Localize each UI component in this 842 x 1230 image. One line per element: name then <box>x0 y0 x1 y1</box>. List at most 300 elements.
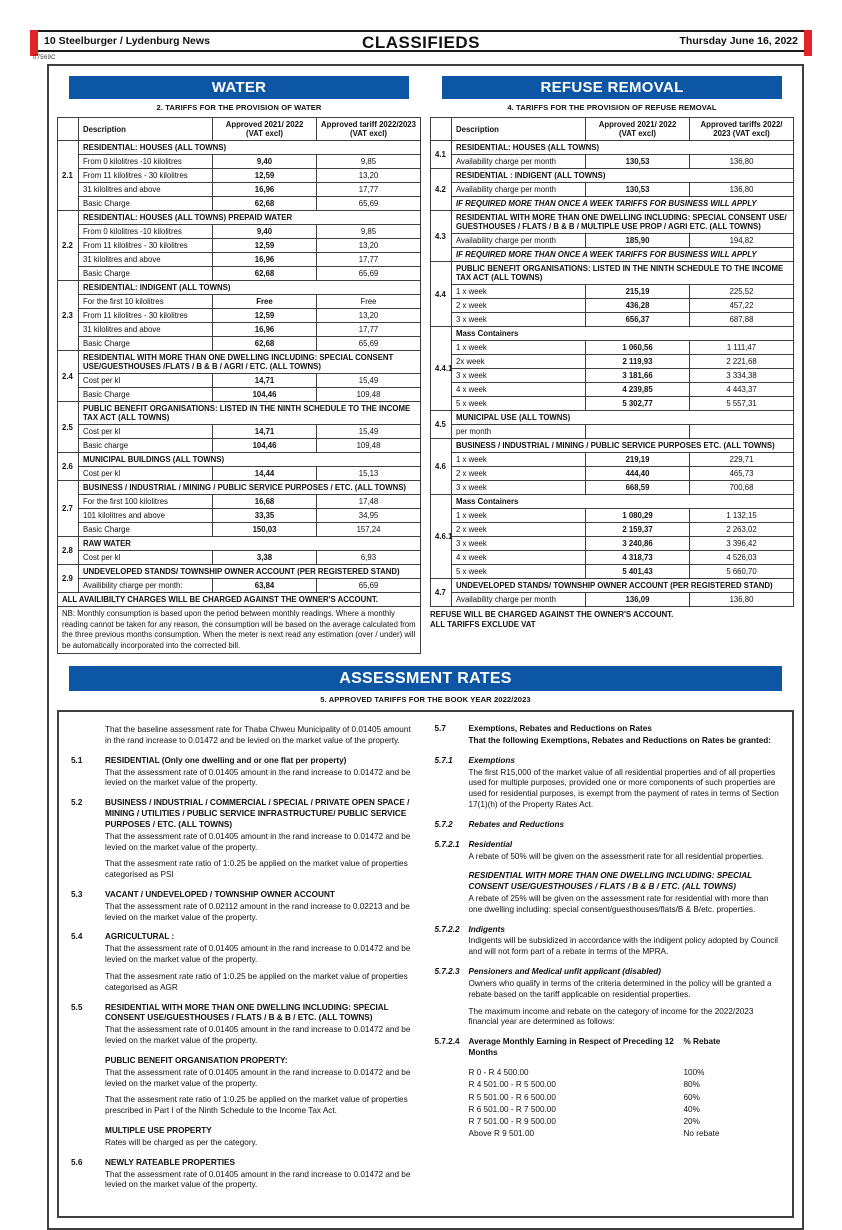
value-2021-cell: 16,96 <box>213 253 317 267</box>
value-2022-cell: 9,85 <box>317 155 421 169</box>
paragraph-body <box>105 1126 419 1149</box>
paragraph-body <box>105 932 419 993</box>
value-2021-cell: 1 060,56 <box>586 341 690 355</box>
table-header-row <box>431 118 794 141</box>
note-row <box>58 593 421 607</box>
section-number: 2.4 <box>58 351 79 402</box>
masthead <box>30 30 812 52</box>
table-row <box>431 551 794 565</box>
table-row <box>58 183 421 197</box>
description-cell: 2 x week <box>452 467 586 481</box>
assessment-subtitle: 5. APPROVED TARIFFS FOR THE BOOK YEAR 2022/2023 <box>320 695 531 705</box>
paragraph-item <box>71 890 419 923</box>
value-2021-cell: 9,40 <box>213 155 317 169</box>
section-title-cell: MUNICIPAL USE (ALL TOWNS) <box>452 411 794 425</box>
full-width-note-cell: NB: Monthly consumption is based upon the period between monthly readings. Where a monthly reading cannot be taken for any reason, the consumption will be based on the average calculated from the three previous months consumption. When the meter is next read any estimation (over / under) will be automatically incorporated into the corrected bill. <box>58 607 421 654</box>
section-title-cell: PUBLIC BENEFIT ORGANISATIONS: LISTED IN THE NINTH SCHEDULE TO THE INCOME TAX ACT (ALL TOWNS) <box>79 402 421 425</box>
table-row <box>431 565 794 579</box>
paragraph-text <box>469 736 783 747</box>
value-2021-cell: 668,59 <box>586 481 690 495</box>
table-row <box>58 579 421 593</box>
table-row <box>58 225 421 239</box>
value-2022-cell: 2 263,02 <box>690 523 794 537</box>
column-header: Approved 2021/ 2022 (VAT excl) <box>586 118 690 141</box>
paragraph-item <box>435 724 783 747</box>
table-row <box>431 467 794 481</box>
table-row <box>431 285 794 299</box>
value-2021-cell: 4 239,85 <box>586 383 690 397</box>
rebate-row <box>469 1128 783 1140</box>
section-row <box>431 579 794 593</box>
table-row <box>58 197 421 211</box>
rebate-row <box>469 1116 783 1128</box>
issue-date: Thursday June 16, 2022 <box>679 35 798 47</box>
description-cell: 31 kilolitres and above <box>79 183 213 197</box>
paragraph-heading: RESIDENTIAL WITH MORE THAN ONE DWELLING INCLUDING: SPECIAL CONSENT USE/GUESTHOUSES / FLATS / B & B / ETC. (ALL TOWNS) <box>468 871 753 892</box>
value-2021-cell: 3 181,66 <box>586 369 690 383</box>
table-row <box>58 253 421 267</box>
paragraph-item <box>71 1158 419 1191</box>
paragraph-body <box>469 840 783 863</box>
value-2022-cell: 17,48 <box>317 495 421 509</box>
value-2022-cell: 109,48 <box>317 388 421 402</box>
column-header: Description <box>452 118 586 141</box>
value-2022-cell: 1 132,15 <box>690 509 794 523</box>
value-2021-cell: 436,28 <box>586 299 690 313</box>
section-title-cell: RESIDENTIAL: HOUSES (ALL TOWNS) <box>452 141 794 155</box>
value-2022-cell: 3 396,42 <box>690 537 794 551</box>
table-row <box>431 183 794 197</box>
refuse-footnotes <box>430 610 794 630</box>
value-2022-cell: 15,49 <box>317 374 421 388</box>
value-2022-cell: 2 221,68 <box>690 355 794 369</box>
table-row <box>58 495 421 509</box>
value-2022-cell: 465,73 <box>690 467 794 481</box>
text-line: That the baseline assessment rate for Thaba Chweu Municipality of 0.01405 amount in the rand increase to 0.01472 and be levied on the market value of the property. <box>105 725 411 745</box>
table-row <box>431 341 794 355</box>
value-2022-cell: 229,71 <box>690 453 794 467</box>
value-2021-cell: 12,59 <box>213 239 317 253</box>
note-row <box>431 197 794 211</box>
corner-cell <box>58 118 79 141</box>
description-cell: For the first 10 kilolitres <box>79 295 213 309</box>
value-2022-cell: 13,20 <box>317 169 421 183</box>
paragraph-number: 5.7.1 <box>434 755 453 765</box>
paragraph-item <box>71 1003 419 1047</box>
paragraph-heading: Residential <box>468 839 513 849</box>
ad-code: 07569C <box>33 55 56 61</box>
description-cell: Cost per kl <box>79 374 213 388</box>
paragraph-item <box>435 871 783 915</box>
value-2022-cell: 9,85 <box>317 225 421 239</box>
paragraph-heading: Rebates and Reductions <box>468 819 565 829</box>
value-2022-cell: 1 111,47 <box>690 341 794 355</box>
section-row <box>58 211 421 225</box>
section-number: 2.2 <box>58 211 79 281</box>
text-line: That the following Exemptions, Rebates and Reductions on Rates be granted: <box>468 735 772 745</box>
value-2022-cell: 13,20 <box>317 239 421 253</box>
earning-range: Above R 9 501.00 <box>468 1129 535 1139</box>
column-header: Approved tariff 2022/2023 (VAT excl) <box>317 118 421 141</box>
value-2021-cell: 185,90 <box>586 234 690 248</box>
section-title-cell: Mass Containers <box>452 495 794 509</box>
value-2021-cell: 1 080,29 <box>586 509 690 523</box>
paragraph-heading: Exemptions, Rebates and Reductions on Rates <box>468 724 652 734</box>
paragraph-text <box>105 1025 419 1047</box>
value-2022-cell: 17,77 <box>317 323 421 337</box>
italic-note-cell: IF REQUIRED MORE THAN ONCE A WEEK TARIFFS FOR BUSINESS WILL APPLY <box>452 248 794 262</box>
description-cell: Basic Charge <box>79 197 213 211</box>
table-row <box>58 155 421 169</box>
description-cell: Basic Charge <box>79 267 213 281</box>
paragraph-body <box>469 756 783 811</box>
section-row <box>58 537 421 551</box>
paragraph-text <box>469 936 783 958</box>
paragraph-item <box>435 925 783 958</box>
section-number: 2.3 <box>58 281 79 351</box>
table-row <box>431 234 794 248</box>
rebate-header: % Rebate <box>683 1037 721 1047</box>
table-row <box>431 481 794 495</box>
section-title-cell: Mass Containers <box>452 327 794 341</box>
paper-name: 10 Steelburger / Lydenburg News <box>44 35 210 47</box>
paragraph-body <box>105 798 419 881</box>
table-row <box>58 551 421 565</box>
value-2022-cell: 136,80 <box>690 155 794 169</box>
rebate-percent: 60% <box>683 1092 700 1102</box>
water-subtitle: 2. TARIFFS FOR THE PROVISION OF WATER <box>156 103 322 112</box>
value-2022-cell: 4 443,37 <box>690 383 794 397</box>
section-number: 4.7 <box>431 579 452 607</box>
paragraph-number: 5.3 <box>71 890 83 899</box>
paragraph-body <box>105 724 419 747</box>
table-row <box>58 169 421 183</box>
section-number: 2.7 <box>58 481 79 537</box>
value-2022-cell: 457,22 <box>690 299 794 313</box>
rebate-row <box>469 1104 783 1116</box>
table-row <box>58 309 421 323</box>
note-row <box>58 607 421 654</box>
value-2021-cell: 5 302,77 <box>586 397 690 411</box>
rebate-percent: 20% <box>683 1117 700 1127</box>
paragraph-text <box>105 1068 419 1117</box>
description-cell: 3 x week <box>452 537 586 551</box>
value-2021-cell: 104,46 <box>213 439 317 453</box>
value-2021-cell: 130,53 <box>586 183 690 197</box>
corner-cell <box>431 118 452 141</box>
paragraph-body <box>105 890 419 923</box>
section-number: 2.6 <box>58 453 79 481</box>
section-row <box>431 262 794 285</box>
paragraph-body <box>469 967 783 1028</box>
value-2022-cell: 65,69 <box>317 337 421 351</box>
column-header: Approved tariffs 2022/ 2023 (VAT excl) <box>690 118 794 141</box>
water-column <box>57 76 421 654</box>
section-title-cell: RESIDENTIAL: HOUSES (ALL TOWNS) PREPAID WATER <box>79 211 421 225</box>
value-2021-cell: 9,40 <box>213 225 317 239</box>
paragraph-heading: VACANT / UNDEVELOPED / TOWNSHIP OWNER ACCOUNT <box>105 890 335 899</box>
table-row <box>58 374 421 388</box>
refuse-footnote-2: ALL TARIFFS EXCLUDE VAT <box>430 620 536 630</box>
value-2021-cell: 219,19 <box>586 453 690 467</box>
description-cell: From 0 kilolitres -10 kilolitres <box>79 155 213 169</box>
description-cell: 4 x week <box>452 551 586 565</box>
value-2022-cell: 194,82 <box>690 234 794 248</box>
refuse-footnote-1: REFUSE WILL BE CHARGED AGAINST THE OWNER'S ACCOUNT. <box>430 610 674 619</box>
value-2022-cell: 6,93 <box>317 551 421 565</box>
section-number: 4.6.1 <box>431 495 452 579</box>
description-cell: 3 x week <box>452 369 586 383</box>
table-row <box>431 425 794 439</box>
paragraph-item <box>435 756 783 811</box>
description-cell: Basic Charge <box>79 388 213 402</box>
section-title-cell: RAW WATER <box>79 537 421 551</box>
value-2021-cell: 12,59 <box>213 309 317 323</box>
paragraph-number: 5.7.2.2 <box>434 924 460 934</box>
earning-range: R 7 501.00 - R 9 500.00 <box>468 1117 556 1127</box>
section-number: 2.1 <box>58 141 79 211</box>
paragraph-text <box>105 725 419 747</box>
value-2022-cell: 136,80 <box>690 183 794 197</box>
text-line: That the assessment rate of 0.01405 amount in the rand increase to 0.01472 and be levied on the market value of the property. <box>105 944 411 965</box>
paragraph-heading: Pensioners and Medical unfit applicant (disabled) <box>468 967 661 977</box>
section-row <box>58 351 421 374</box>
description-cell: Cost per kl <box>79 551 213 565</box>
section-row <box>431 169 794 183</box>
description-cell: 1 x week <box>452 509 586 523</box>
paragraph-heading: MULTIPLE USE PROPERTY <box>105 1126 212 1136</box>
value-2022-cell: 5 660,70 <box>690 565 794 579</box>
description-cell: Cost per kl <box>79 467 213 481</box>
value-2022-cell <box>690 425 794 439</box>
assessment-banner: ASSESSMENT RATES <box>69 666 782 691</box>
paragraph-text <box>105 944 419 993</box>
paragraph-heading: RESIDENTIAL (Only one dwelling and or one flat per property) <box>105 755 347 765</box>
description-cell: For the first 100 kilolitres <box>79 495 213 509</box>
table-row <box>431 299 794 313</box>
description-cell: Basic charge <box>79 439 213 453</box>
description-cell: 3 x week <box>452 313 586 327</box>
paragraph-item <box>435 1037 783 1140</box>
table-row <box>58 439 421 453</box>
section-title-cell: RESIDENTIAL: HOUSES (ALL TOWNS) <box>79 141 421 155</box>
paragraph-text <box>469 768 783 811</box>
column-header: Approved 2021/ 2022 (VAT excl) <box>213 118 317 141</box>
description-cell: From 11 kilolitres - 30 kilolitres <box>79 309 213 323</box>
earning-range: R 6 501.00 - R 7 500.00 <box>468 1104 556 1114</box>
rebate-row <box>469 1092 783 1104</box>
paragraph-number <box>71 1056 105 1117</box>
paragraph-text <box>105 768 419 790</box>
paragraph-heading: Exemptions <box>468 755 515 765</box>
text-line: That the assessment rate of 0.01405 amount in the rand increase to 0.01472 and be levied on the market value of the property. <box>105 1067 411 1088</box>
text-line: Indigents will be subsidized in accordance with the indigent policy adopted by Council and will not form part of a rebate in terms of the MPRA. <box>468 936 778 957</box>
text-line: That the assesment rate ratio of 1:0.25 be applied on the market value of properties categorised as PSI <box>105 859 408 880</box>
paragraph-body <box>105 1056 419 1117</box>
section-row <box>58 141 421 155</box>
description-cell: From 11 kilolitres - 30 kilolitres <box>79 239 213 253</box>
paragraph-number: 5.7.2.4 <box>434 1037 460 1047</box>
text-line: That the assessment rate of 0.01405 amount in the rand increase to 0.01472 and be levied on the market value of the property. <box>105 1025 411 1046</box>
value-2021-cell: 14,71 <box>213 425 317 439</box>
table-row <box>431 537 794 551</box>
value-2021-cell: 62,68 <box>213 267 317 281</box>
paragraph-heading: BUSINESS / INDUSTRIAL / COMMERCIAL / SPECIAL / PRIVATE OPEN SPACE / MINING / UTILITIES / PUBLIC SERVICE INFRASTRUCTURE/ PUBLIC SERVICE PURPOSES / ETC. (ALL TOWNS) <box>105 798 410 829</box>
table-row <box>431 383 794 397</box>
section-title-cell: RESIDENTIAL : INDIGENT (ALL TOWNS) <box>452 169 794 183</box>
text-line: That the assessment rate of 0.01405 amount in the rand increase to 0.01472 and be levied on the market value of the property. <box>105 831 411 852</box>
description-cell: 5 x week <box>452 397 586 411</box>
section-row <box>58 453 421 467</box>
value-2022-cell: 700,68 <box>690 481 794 495</box>
value-2021-cell: 3 240,86 <box>586 537 690 551</box>
rebate-percent: 40% <box>683 1104 700 1114</box>
assessment-left-column <box>71 724 419 1200</box>
paragraph-text <box>469 852 783 863</box>
table-row <box>431 355 794 369</box>
description-cell: 101 kilolitres and above <box>79 509 213 523</box>
earning-range: R 0 - R 4 500.00 <box>468 1067 529 1077</box>
description-cell: Availability charge per month <box>452 234 586 248</box>
paragraph-heading: NEWLY RATEABLE PROPERTIES <box>105 1157 235 1167</box>
value-2022-cell: 109,48 <box>317 439 421 453</box>
value-2022-cell: 687,88 <box>690 313 794 327</box>
value-2022-cell: 5 557,31 <box>690 397 794 411</box>
rebate-row <box>469 1079 783 1091</box>
assessment-right-column <box>435 724 783 1200</box>
table-row <box>58 388 421 402</box>
paragraph-heading: Indigents <box>468 924 505 934</box>
rebate-percent: No rebate <box>683 1129 720 1139</box>
earning-range: R 5 501.00 - R 6 500.00 <box>468 1092 556 1102</box>
value-2021-cell: 104,46 <box>213 388 317 402</box>
section-number: 4.4.1 <box>431 327 452 411</box>
paragraph-number: 5.7.2.1 <box>434 839 460 849</box>
paragraph-text <box>105 902 419 924</box>
value-2021-cell: 2 159,37 <box>586 523 690 537</box>
paragraph-body <box>105 756 419 789</box>
value-2022-cell: 157,24 <box>317 523 421 537</box>
section-title-cell: BUSINESS / INDUSTRIAL / MINING / PUBLIC SERVICE PURPOSES ETC. (ALL TOWNS) <box>452 439 794 453</box>
value-2021-cell: 656,37 <box>586 313 690 327</box>
value-2022-cell: 13,20 <box>317 309 421 323</box>
section-number: 4.4 <box>431 262 452 327</box>
text-line: That the assessment rate of 0.01405 amount in the rand increase to 0.01472 and be levied on the market value of the property. <box>105 1169 411 1190</box>
section-title-cell: RESIDENTIAL WITH MORE THAN ONE DWELLING INCLUDING: SPECIAL CONSENT USE/GUESTHOUSES /FLATS / B & B / AGRI / ETC. (ALL TOWNS) <box>79 351 421 374</box>
paragraph-number: 5.7.2.3 <box>434 967 460 977</box>
value-2021-cell: 3,38 <box>213 551 317 565</box>
earning-header: Average Monthly Earning in Respect of Preceding 12 Months <box>468 1037 674 1058</box>
description-cell: 1 x week <box>452 453 586 467</box>
paragraph-item <box>71 1126 419 1149</box>
paragraph-text <box>469 894 783 916</box>
value-2021-cell: 5 401,43 <box>586 565 690 579</box>
paragraph-number: 5.7 <box>434 724 446 734</box>
section-title-cell: RESIDENTIAL: INDIGENT (ALL TOWNS) <box>79 281 421 295</box>
table-header-row <box>58 118 421 141</box>
content-box <box>47 64 804 1230</box>
section-number: 2.5 <box>58 402 79 453</box>
description-cell: 4 x week <box>452 383 586 397</box>
paragraph-heading: AGRICULTURAL : <box>105 932 175 942</box>
text-line: That the assesment rate ratio of 1:0.25 be applied on the market value of properties categorised as AGR <box>105 971 408 992</box>
page-title: CLASSIFIEDS <box>362 33 480 52</box>
text-line: The maximum income and rebate on the category of income for the 2022/2023 financial year are determined as follows: <box>468 1006 754 1027</box>
assessment-section <box>57 666 794 1218</box>
paragraph-number <box>71 724 105 747</box>
water-banner: WATER <box>69 76 409 99</box>
section-row <box>58 402 421 425</box>
section-number: 2.8 <box>58 537 79 565</box>
rebate-table-header <box>469 1037 783 1059</box>
table-row <box>431 523 794 537</box>
table-row <box>58 337 421 351</box>
table-row <box>431 369 794 383</box>
section-row <box>431 141 794 155</box>
paragraph-heading: PUBLIC BENEFIT ORGANISATION PROPERTY: <box>105 1055 288 1065</box>
description-cell: 2 x week <box>452 299 586 313</box>
value-2021-cell: 14,71 <box>213 374 317 388</box>
value-2021-cell: 62,68 <box>213 337 317 351</box>
description-cell: Availibility charge per month: <box>79 579 213 593</box>
paragraph-number: 5.7.2 <box>434 819 453 829</box>
paragraph-body <box>469 871 783 915</box>
value-2021-cell: 215,19 <box>586 285 690 299</box>
section-number: 4.2 <box>431 169 452 211</box>
value-2022-cell: 65,69 <box>317 197 421 211</box>
note-row <box>431 248 794 262</box>
section-row <box>431 411 794 425</box>
paragraph-item <box>71 932 419 993</box>
description-cell: From 11 kilolitres - 30 kilolitres <box>79 169 213 183</box>
table-row <box>58 467 421 481</box>
paragraph-item <box>71 1056 419 1117</box>
value-2021-cell: 2 119,93 <box>586 355 690 369</box>
description-cell: Cost per kl <box>79 425 213 439</box>
paragraph-text <box>469 979 783 1028</box>
paragraph-body <box>105 1003 419 1047</box>
description-cell: 1 x week <box>452 341 586 355</box>
value-2022-cell: 65,69 <box>317 267 421 281</box>
text-line: That the assesment rate ratio of 1:0.25 be applied on the market value of properties prescribed in Part I of the Ninth Schedule to the Income Tax Act. <box>105 1095 408 1116</box>
paragraph-number: 5.5 <box>71 1002 83 1012</box>
paragraph-number <box>71 1126 105 1149</box>
table-row <box>58 239 421 253</box>
value-2022-cell: Free <box>317 295 421 309</box>
value-2021-cell: 62,68 <box>213 197 317 211</box>
paragraph-item <box>71 798 419 881</box>
refuse-tariff-table <box>430 117 794 607</box>
paragraph-body <box>469 925 783 958</box>
section-title-cell: MUNICIPAL BUILDINGS (ALL TOWNS) <box>79 453 421 467</box>
text-line: A rebate of 25% will be given on the assessment rate for residential with more than one dwelling including: special consent/guesthouses/flats/B & B/etc. properties. <box>468 894 769 914</box>
paragraph-number: 5.1 <box>71 755 83 765</box>
section-row <box>58 281 421 295</box>
water-tariff-table <box>57 117 421 654</box>
value-2022-cell: 225,52 <box>690 285 794 299</box>
value-2021-cell: 16,68 <box>213 495 317 509</box>
value-2021-cell <box>586 425 690 439</box>
rebate-row <box>469 1067 783 1079</box>
paragraph-body <box>105 1158 419 1191</box>
description-cell: per month <box>452 425 586 439</box>
table-row <box>431 397 794 411</box>
paragraph-text <box>105 1138 419 1149</box>
paragraph-text <box>105 832 419 881</box>
paragraph-item <box>71 724 419 747</box>
description-cell: 31 kilolitres and above <box>79 253 213 267</box>
value-2021-cell: Free <box>213 295 317 309</box>
